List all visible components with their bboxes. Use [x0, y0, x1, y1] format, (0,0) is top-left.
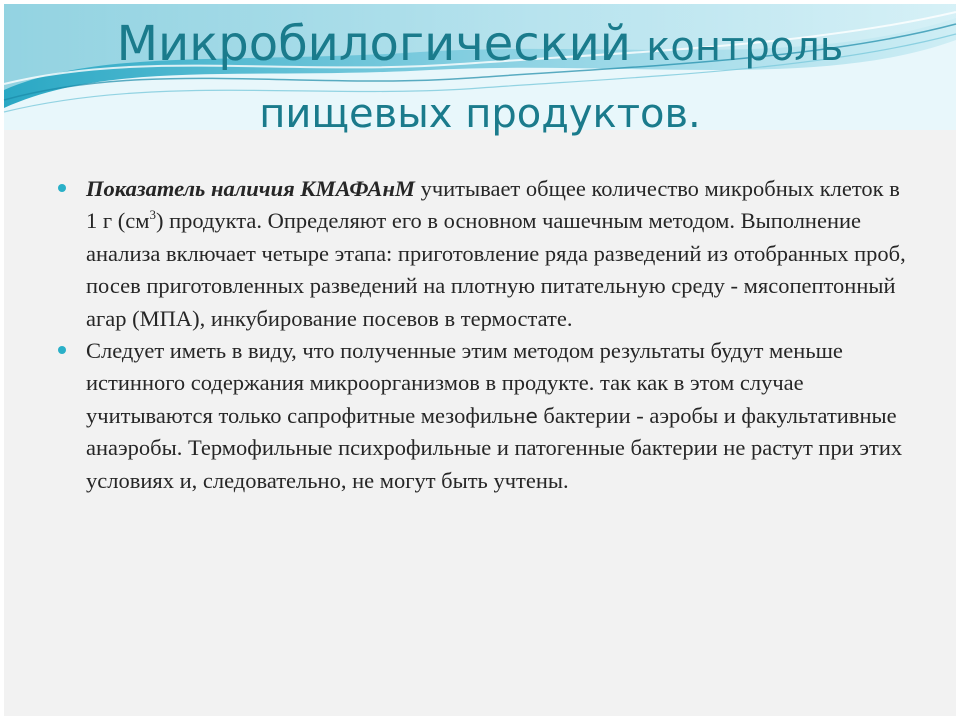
bullet-list	[86, 173, 906, 497]
bullet-item	[86, 173, 906, 335]
bullet-item	[86, 335, 906, 497]
bullet-text-cont: ) продукта. Определяют его в основном чашечным методом. Выполнение анализа включает четыре этапа: приготовление ряда разведений из отобранных проб, посев приготовленных разведений на плотную питательную среду - мясопептонный агар (МПА), инкубирование посевов в термостате.	[86, 208, 906, 331]
title-line-1	[0, 16, 960, 72]
bullet-text-cont: бактерии - аэробы и факультативные анаэробы. Термофильные психрофильные и патогенные бактерии не растут при этих условиях и, следовательно, не могут быть учтены.	[86, 402, 903, 493]
bullet-text-sans-char: е	[525, 403, 538, 428]
slide-title	[0, 6, 960, 137]
bullet-dot-icon	[58, 184, 66, 192]
title-word-1: Микробилогический	[116, 16, 631, 72]
bullet-text: учитывает общее количество микробных клеток в 1 г (см	[86, 176, 900, 234]
title-word-2: контроль	[646, 24, 844, 70]
title-line-2: пищевых продуктов.	[259, 91, 701, 137]
superscript: 3	[149, 207, 156, 223]
bullet-text: Следует иметь в виду, что полученные этим методом результаты будут меньше истинного содержания микроорганизмов в продукте. так как в этом случае учитываются только сапрофитные мезофильн	[86, 338, 843, 428]
bullet-lead-text: Показатель наличия КМАФАнМ	[86, 176, 415, 201]
bullet-dot-icon	[58, 346, 66, 354]
